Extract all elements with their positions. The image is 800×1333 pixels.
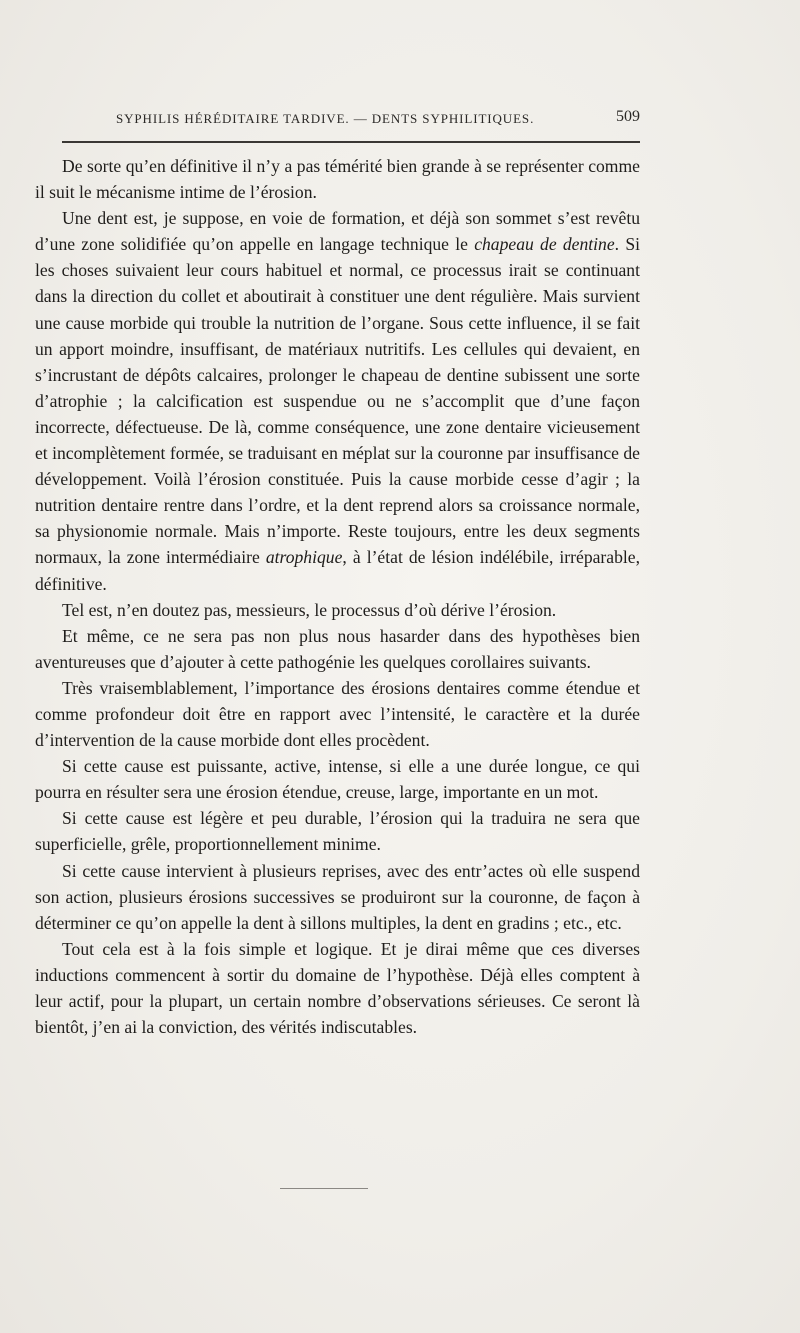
body-text [35, 153, 640, 1040]
running-head [116, 108, 640, 130]
page-number: 509 [616, 108, 640, 125]
term-atrophique: atrophique [265, 547, 343, 568]
term-chapeau-de-dentine: chapeau de dentine [474, 234, 615, 255]
paragraph-4: Et même, ce ne sera pas non plus nous hasarder dans des hypothèses bien aventureuses que d’ajouter à cette pathogénie les quelques corollaires suivants. [35, 625, 640, 672]
end-rule [280, 1188, 368, 1189]
paragraph-2-part-3: , à l’état de lésion indélébile, irréparable, définitive. [35, 547, 640, 594]
paragraph-1: De sorte qu’en définitive il n’y a pas témérité bien grande à se représenter comme il suit le mécanisme intime de l’érosion. [35, 156, 640, 203]
paragraph-5: Très vraisemblablement, l’importance des érosions dentaires comme étendue et comme profondeur doit être en rapport avec l’intensité, le caractère et la durée d’intervention de la cause morbide dont elles procèdent. [35, 677, 640, 751]
paragraph-9: Tout cela est à la fois simple et logique. Et je dirai même que ces diverses inductions commencent à sortir du domaine de l’hypothèse. Déjà elles comptent à leur actif, pour la plupart, un certain nombre d’observations sérieuses. Ce seront là bientôt, j’en ai la conviction, des vérités indiscutables. [35, 938, 640, 1038]
paragraph-8: Si cette cause intervient à plusieurs reprises, avec des entr’actes où elle suspend son action, plusieurs érosions successives se produiront sur la couronne, de façon à déterminer ce qu’on appelle la dent à sillons multiples, la dent en gradins ; etc., etc. [35, 860, 640, 933]
paragraph-2-part-2: . Si les choses suivaient leur cours habituel et normal, ce processus irait se continuant dans la direction du collet et aboutirait à constituer une dent régulière. Mais survient une cause morbide qui trouble la nutrition de l’organe. Sous cette influence, il se fait un apport moindre, insuffisant, de matériaux nutritifs. Les cellules qui devaient, en s’incrustant de dépôts calcaires, prolonger le chapeau de dentine subissent une sorte d’atrophie ; la calcification est suspendue ou ne s’accomplit que d’une façon incorrecte, défectueuse. De là, comme conséquence, une zone dentaire vicieusement et incomplètement formée, se traduisant en méplat sur la couronne par insuffisance de développement. Voilà l’érosion constituée. Puis la cause morbide cesse d’agir ; la nutrition dentaire rentre dans l’ordre, et la dent reprend alors sa croissance normale, sa physionomie normale. Mais n’importe. Reste toujours, entre les deux segments normaux, la zone intermédiaire [35, 234, 640, 568]
paragraph-6: Si cette cause est puissante, active, intense, si elle a une durée longue, ce qui pourra en résulter sera une érosion étendue, creuse, large, importante en un mot. [35, 756, 640, 803]
header-rule [62, 141, 640, 143]
paragraph-3: Tel est, n’en doutez pas, messieurs, le processus d’où dérive l’érosion. [62, 599, 557, 620]
paragraph-2-part-1: Une dent est, je suppose, en voie de formation, et déjà son sommet s’est revêtu d’une zone solidifiée qu’on appelle en langage technique le [35, 208, 640, 255]
paragraph-2 [35, 205, 640, 596]
running-title: SYPHILIS HÉRÉDITAIRE TARDIVE. — DENTS SYPHILITIQUES. [116, 111, 535, 126]
paragraph-7: Si cette cause est légère et peu durable, l’érosion qui la traduira ne sera que superficielle, grêle, proportionnellement minime. [35, 808, 640, 855]
